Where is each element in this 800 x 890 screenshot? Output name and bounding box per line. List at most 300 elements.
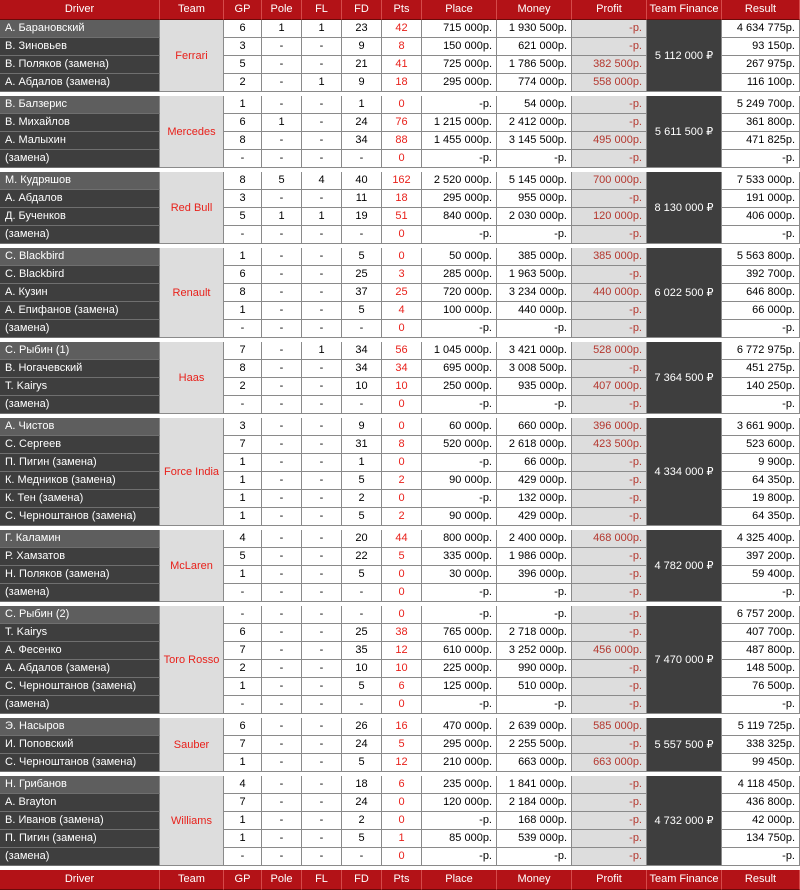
driver-name[interactable]: В. Иванов (замена) bbox=[0, 812, 160, 830]
fl-cell: - bbox=[302, 624, 342, 642]
driver-name[interactable]: Д. Бученков bbox=[0, 208, 160, 226]
fd-cell: - bbox=[342, 396, 382, 414]
team-finance-cell: 7 470 000 ₽ bbox=[647, 606, 722, 714]
footer-header-driver: Driver bbox=[0, 870, 160, 890]
header-gp: GP bbox=[224, 0, 262, 20]
pole-cell: - bbox=[262, 56, 302, 74]
team-name[interactable]: Force India bbox=[160, 418, 224, 526]
fl-cell: - bbox=[302, 38, 342, 56]
pts-cell: 6 bbox=[382, 776, 422, 794]
result-cell: 6 772 975р. bbox=[722, 342, 800, 360]
pts-cell: 4 bbox=[382, 302, 422, 320]
place-cell: 715 000р. bbox=[422, 20, 497, 38]
fl-cell: - bbox=[302, 794, 342, 812]
result-cell: 191 000р. bbox=[722, 190, 800, 208]
fl-cell: - bbox=[302, 776, 342, 794]
driver-name[interactable]: T. Kairys bbox=[0, 624, 160, 642]
pole-cell: 1 bbox=[262, 114, 302, 132]
driver-name[interactable]: В. Ногачевский bbox=[0, 360, 160, 378]
header-driver: Driver bbox=[0, 0, 160, 20]
fl-cell: - bbox=[302, 830, 342, 848]
place-cell: -р. bbox=[422, 150, 497, 168]
profit-cell: 385 000р. bbox=[572, 248, 647, 266]
place-cell: 725 000р. bbox=[422, 56, 497, 74]
fd-cell: 22 bbox=[342, 548, 382, 566]
money-cell: 440 000р. bbox=[497, 302, 572, 320]
pts-cell: 12 bbox=[382, 754, 422, 772]
result-cell: 99 450р. bbox=[722, 754, 800, 772]
place-cell: -р. bbox=[422, 848, 497, 866]
gp-cell: 4 bbox=[224, 776, 262, 794]
pole-cell: - bbox=[262, 642, 302, 660]
team-name[interactable]: McLaren bbox=[160, 530, 224, 602]
team-finance-cell: 7 364 500 ₽ bbox=[647, 342, 722, 414]
header-place: Place bbox=[422, 0, 497, 20]
gp-cell: 1 bbox=[224, 96, 262, 114]
result-cell: 646 800р. bbox=[722, 284, 800, 302]
fl-cell: - bbox=[302, 190, 342, 208]
pole-cell: - bbox=[262, 190, 302, 208]
driver-name[interactable]: В. Зиновьев bbox=[0, 38, 160, 56]
profit-cell: -р. bbox=[572, 584, 647, 602]
team-name[interactable]: Toro Rosso bbox=[160, 606, 224, 714]
fd-cell: 21 bbox=[342, 56, 382, 74]
pts-cell: 18 bbox=[382, 74, 422, 92]
gp-cell: 5 bbox=[224, 548, 262, 566]
pole-cell: - bbox=[262, 584, 302, 602]
fl-cell: - bbox=[302, 320, 342, 338]
driver-name[interactable]: П. Пигин (замена) bbox=[0, 830, 160, 848]
result-cell: 4 118 450р. bbox=[722, 776, 800, 794]
result-cell: 406 000р. bbox=[722, 208, 800, 226]
pts-cell: 0 bbox=[382, 320, 422, 338]
driver-name[interactable]: С. Blackbird bbox=[0, 266, 160, 284]
driver-name[interactable]: С. Blackbird bbox=[0, 248, 160, 266]
pts-cell: 5 bbox=[382, 736, 422, 754]
place-cell: 235 000р. bbox=[422, 776, 497, 794]
money-cell: 66 000р. bbox=[497, 454, 572, 472]
driver-name[interactable]: Г. Каламин bbox=[0, 530, 160, 548]
profit-cell: 528 000р. bbox=[572, 342, 647, 360]
money-cell: -р. bbox=[497, 320, 572, 338]
pole-cell: - bbox=[262, 150, 302, 168]
pts-cell: 0 bbox=[382, 794, 422, 812]
pole-cell: - bbox=[262, 38, 302, 56]
gp-cell: 1 bbox=[224, 472, 262, 490]
fl-cell: - bbox=[302, 56, 342, 74]
driver-name[interactable]: И. Поповский bbox=[0, 736, 160, 754]
team-finance-cell: 5 112 000 ₽ bbox=[647, 20, 722, 92]
money-cell: 385 000р. bbox=[497, 248, 572, 266]
result-cell: 5 249 700р. bbox=[722, 96, 800, 114]
result-cell: 471 825р. bbox=[722, 132, 800, 150]
driver-name[interactable]: Н. Грибанов bbox=[0, 776, 160, 794]
pole-cell: - bbox=[262, 606, 302, 624]
money-cell: -р. bbox=[497, 848, 572, 866]
money-cell: -р. bbox=[497, 696, 572, 714]
pts-cell: 44 bbox=[382, 530, 422, 548]
result-cell: 4 634 775р. bbox=[722, 20, 800, 38]
fl-cell: - bbox=[302, 678, 342, 696]
result-cell: 3 661 900р. bbox=[722, 418, 800, 436]
header-pts: Pts bbox=[382, 0, 422, 20]
place-cell: -р. bbox=[422, 490, 497, 508]
pole-cell: - bbox=[262, 624, 302, 642]
gp-cell: 7 bbox=[224, 436, 262, 454]
fd-cell: 5 bbox=[342, 472, 382, 490]
fl-cell: - bbox=[302, 114, 342, 132]
money-cell: 2 400 000р. bbox=[497, 530, 572, 548]
driver-name[interactable]: А. Brayton bbox=[0, 794, 160, 812]
gp-cell: - bbox=[224, 606, 262, 624]
place-cell: 285 000р. bbox=[422, 266, 497, 284]
pts-cell: 1 bbox=[382, 830, 422, 848]
fl-cell: - bbox=[302, 302, 342, 320]
profit-cell: 585 000р. bbox=[572, 718, 647, 736]
profit-cell: -р. bbox=[572, 360, 647, 378]
pts-cell: 56 bbox=[382, 342, 422, 360]
driver-name[interactable]: К. Тен (замена) bbox=[0, 490, 160, 508]
pts-cell: 12 bbox=[382, 642, 422, 660]
team-finance-cell: 8 130 000 ₽ bbox=[647, 172, 722, 244]
fl-cell: - bbox=[302, 132, 342, 150]
driver-name[interactable]: (замена) bbox=[0, 226, 160, 244]
fl-cell: - bbox=[302, 584, 342, 602]
fl-cell: - bbox=[302, 396, 342, 414]
driver-name[interactable]: (замена) bbox=[0, 584, 160, 602]
gp-cell: 6 bbox=[224, 266, 262, 284]
driver-name[interactable]: А. Барановский bbox=[0, 20, 160, 38]
money-cell: 5 145 000р. bbox=[497, 172, 572, 190]
profit-cell: -р. bbox=[572, 794, 647, 812]
driver-name[interactable]: Р. Хамзатов bbox=[0, 548, 160, 566]
pts-cell: 25 bbox=[382, 284, 422, 302]
fd-cell: 5 bbox=[342, 566, 382, 584]
place-cell: 1 455 000р. bbox=[422, 132, 497, 150]
driver-name[interactable]: С. Черноштанов (замена) bbox=[0, 508, 160, 526]
money-cell: 2 255 500р. bbox=[497, 736, 572, 754]
place-cell: 150 000р. bbox=[422, 38, 497, 56]
pts-cell: 0 bbox=[382, 490, 422, 508]
result-cell: -р. bbox=[722, 320, 800, 338]
pts-cell: 41 bbox=[382, 56, 422, 74]
pole-cell: - bbox=[262, 284, 302, 302]
driver-name[interactable]: А. Кузин bbox=[0, 284, 160, 302]
gp-cell: 1 bbox=[224, 566, 262, 584]
result-cell: 4 325 400р. bbox=[722, 530, 800, 548]
fd-cell: 26 bbox=[342, 718, 382, 736]
pole-cell: - bbox=[262, 378, 302, 396]
result-cell: 523 600р. bbox=[722, 436, 800, 454]
driver-name[interactable]: С. Рыбин (1) bbox=[0, 342, 160, 360]
driver-name[interactable]: (замена) bbox=[0, 696, 160, 714]
profit-cell: -р. bbox=[572, 266, 647, 284]
result-cell: 5 119 725р. bbox=[722, 718, 800, 736]
fd-cell: 40 bbox=[342, 172, 382, 190]
fd-cell: 24 bbox=[342, 736, 382, 754]
team-finance-cell: 5 611 500 ₽ bbox=[647, 96, 722, 168]
gp-cell: 3 bbox=[224, 38, 262, 56]
fl-cell: - bbox=[302, 696, 342, 714]
pole-cell: - bbox=[262, 848, 302, 866]
gp-cell: 1 bbox=[224, 490, 262, 508]
result-cell: -р. bbox=[722, 848, 800, 866]
place-cell: 295 000р. bbox=[422, 190, 497, 208]
fl-cell: - bbox=[302, 530, 342, 548]
fd-cell: 2 bbox=[342, 490, 382, 508]
driver-name[interactable]: А. Абдалов bbox=[0, 190, 160, 208]
driver-name[interactable]: С. Сергеев bbox=[0, 436, 160, 454]
profit-cell: -р. bbox=[572, 812, 647, 830]
driver-name[interactable]: T. Kairys bbox=[0, 378, 160, 396]
pts-cell: 34 bbox=[382, 360, 422, 378]
result-cell: 116 100р. bbox=[722, 74, 800, 92]
fd-cell: 5 bbox=[342, 302, 382, 320]
profit-cell: -р. bbox=[572, 606, 647, 624]
place-cell: 1 215 000р. bbox=[422, 114, 497, 132]
fl-cell: - bbox=[302, 150, 342, 168]
money-cell: -р. bbox=[497, 606, 572, 624]
gp-cell: 1 bbox=[224, 454, 262, 472]
gp-cell: 2 bbox=[224, 74, 262, 92]
fd-cell: 5 bbox=[342, 678, 382, 696]
gp-cell: 3 bbox=[224, 190, 262, 208]
pole-cell: - bbox=[262, 660, 302, 678]
fd-cell: 34 bbox=[342, 342, 382, 360]
pole-cell: 1 bbox=[262, 208, 302, 226]
driver-name[interactable]: А. Малыхин bbox=[0, 132, 160, 150]
driver-name[interactable]: А. Чистов bbox=[0, 418, 160, 436]
profit-cell: 382 500р. bbox=[572, 56, 647, 74]
pole-cell: - bbox=[262, 418, 302, 436]
profit-cell: 440 000р. bbox=[572, 284, 647, 302]
driver-name[interactable]: (замена) bbox=[0, 150, 160, 168]
place-cell: 120 000р. bbox=[422, 794, 497, 812]
profit-cell: 396 000р. bbox=[572, 418, 647, 436]
driver-name[interactable]: А. Абдалов (замена) bbox=[0, 660, 160, 678]
result-cell: 134 750р. bbox=[722, 830, 800, 848]
driver-name[interactable]: П. Пигин (замена) bbox=[0, 454, 160, 472]
team-name[interactable]: Red Bull bbox=[160, 172, 224, 244]
driver-name[interactable]: В. Поляков (замена) bbox=[0, 56, 160, 74]
gp-cell: 1 bbox=[224, 830, 262, 848]
result-cell: 267 975р. bbox=[722, 56, 800, 74]
gp-cell: 1 bbox=[224, 248, 262, 266]
money-cell: 539 000р. bbox=[497, 830, 572, 848]
driver-name[interactable]: (замена) bbox=[0, 320, 160, 338]
team-name[interactable]: Renault bbox=[160, 248, 224, 338]
profit-cell: 423 500р. bbox=[572, 436, 647, 454]
pts-cell: 162 bbox=[382, 172, 422, 190]
result-cell: 66 000р. bbox=[722, 302, 800, 320]
pole-cell: - bbox=[262, 266, 302, 284]
fl-cell: - bbox=[302, 472, 342, 490]
footer-header-team: Team bbox=[160, 870, 224, 890]
place-cell: 250 000р. bbox=[422, 378, 497, 396]
result-cell: -р. bbox=[722, 396, 800, 414]
profit-cell: -р. bbox=[572, 302, 647, 320]
result-cell: 9 900р. bbox=[722, 454, 800, 472]
profit-cell: 663 000р. bbox=[572, 754, 647, 772]
gp-cell: 1 bbox=[224, 508, 262, 526]
gp-cell: 5 bbox=[224, 56, 262, 74]
pts-cell: 76 bbox=[382, 114, 422, 132]
result-cell: -р. bbox=[722, 584, 800, 602]
driver-name[interactable]: В. Балзерис bbox=[0, 96, 160, 114]
team-name[interactable]: Haas bbox=[160, 342, 224, 414]
footer-header-money: Money bbox=[497, 870, 572, 890]
pole-cell: - bbox=[262, 248, 302, 266]
pole-cell: - bbox=[262, 96, 302, 114]
footer-header-pts: Pts bbox=[382, 870, 422, 890]
profit-cell: -р. bbox=[572, 830, 647, 848]
team-name[interactable]: Williams bbox=[160, 776, 224, 866]
fl-cell: - bbox=[302, 436, 342, 454]
fl-cell: - bbox=[302, 266, 342, 284]
pole-cell: - bbox=[262, 678, 302, 696]
fl-cell: 1 bbox=[302, 20, 342, 38]
footer-header-team-finance: Team Finance bbox=[647, 870, 722, 890]
header-fd: FD bbox=[342, 0, 382, 20]
gp-cell: - bbox=[224, 226, 262, 244]
result-cell: 361 800р. bbox=[722, 114, 800, 132]
pole-cell: - bbox=[262, 508, 302, 526]
gp-cell: 8 bbox=[224, 284, 262, 302]
driver-name[interactable]: С. Рыбин (2) bbox=[0, 606, 160, 624]
money-cell: 168 000р. bbox=[497, 812, 572, 830]
fd-cell: 25 bbox=[342, 266, 382, 284]
place-cell: 225 000р. bbox=[422, 660, 497, 678]
pts-cell: 18 bbox=[382, 190, 422, 208]
pole-cell: - bbox=[262, 226, 302, 244]
result-cell: 42 000р. bbox=[722, 812, 800, 830]
fl-cell: - bbox=[302, 248, 342, 266]
gp-cell: 6 bbox=[224, 624, 262, 642]
driver-name[interactable]: А. Фесенко bbox=[0, 642, 160, 660]
result-cell: 76 500р. bbox=[722, 678, 800, 696]
result-cell: 148 500р. bbox=[722, 660, 800, 678]
fd-cell: 19 bbox=[342, 208, 382, 226]
place-cell: 520 000р. bbox=[422, 436, 497, 454]
footer-header-place: Place bbox=[422, 870, 497, 890]
pole-cell: - bbox=[262, 360, 302, 378]
money-cell: 54 000р. bbox=[497, 96, 572, 114]
place-cell: 610 000р. bbox=[422, 642, 497, 660]
team-name[interactable]: Mercedes bbox=[160, 96, 224, 168]
fd-cell: 24 bbox=[342, 794, 382, 812]
fd-cell: 35 bbox=[342, 642, 382, 660]
pts-cell: 0 bbox=[382, 566, 422, 584]
team-name[interactable]: Sauber bbox=[160, 718, 224, 772]
money-cell: 3 421 000р. bbox=[497, 342, 572, 360]
fl-cell: - bbox=[302, 96, 342, 114]
fl-cell: - bbox=[302, 508, 342, 526]
driver-name[interactable]: С. Черноштанов (замена) bbox=[0, 678, 160, 696]
gp-cell: 7 bbox=[224, 642, 262, 660]
driver-name[interactable]: В. Михайлов bbox=[0, 114, 160, 132]
result-cell: -р. bbox=[722, 150, 800, 168]
result-cell: 19 800р. bbox=[722, 490, 800, 508]
fd-cell: - bbox=[342, 696, 382, 714]
team-finance-cell: 5 557 500 ₽ bbox=[647, 718, 722, 772]
place-cell: 100 000р. bbox=[422, 302, 497, 320]
driver-name[interactable]: Н. Поляков (замена) bbox=[0, 566, 160, 584]
fd-cell: 5 bbox=[342, 754, 382, 772]
driver-name[interactable]: А. Епифанов (замена) bbox=[0, 302, 160, 320]
driver-name[interactable]: (замена) bbox=[0, 396, 160, 414]
gp-cell: - bbox=[224, 150, 262, 168]
money-cell: 3 145 500р. bbox=[497, 132, 572, 150]
fd-cell: 2 bbox=[342, 812, 382, 830]
place-cell: -р. bbox=[422, 96, 497, 114]
driver-name[interactable]: (замена) bbox=[0, 848, 160, 866]
gp-cell: 2 bbox=[224, 660, 262, 678]
place-cell: 85 000р. bbox=[422, 830, 497, 848]
money-cell: 1 963 500р. bbox=[497, 266, 572, 284]
gp-cell: 5 bbox=[224, 208, 262, 226]
fd-cell: 9 bbox=[342, 418, 382, 436]
place-cell: 470 000р. bbox=[422, 718, 497, 736]
result-cell: 7 533 000р. bbox=[722, 172, 800, 190]
fl-cell: - bbox=[302, 490, 342, 508]
pts-cell: 0 bbox=[382, 454, 422, 472]
money-cell: 660 000р. bbox=[497, 418, 572, 436]
place-cell: 90 000р. bbox=[422, 472, 497, 490]
pts-cell: 0 bbox=[382, 96, 422, 114]
pole-cell: - bbox=[262, 696, 302, 714]
footer-header-profit: Profit bbox=[572, 870, 647, 890]
place-cell: -р. bbox=[422, 606, 497, 624]
fl-cell: - bbox=[302, 642, 342, 660]
team-name[interactable]: Ferrari bbox=[160, 20, 224, 92]
driver-name[interactable]: К. Медников (замена) bbox=[0, 472, 160, 490]
place-cell: 125 000р. bbox=[422, 678, 497, 696]
profit-cell: -р. bbox=[572, 472, 647, 490]
money-cell: 429 000р. bbox=[497, 508, 572, 526]
pts-cell: 0 bbox=[382, 226, 422, 244]
result-cell: 338 325р. bbox=[722, 736, 800, 754]
profit-cell: -р. bbox=[572, 566, 647, 584]
result-cell: 451 275р. bbox=[722, 360, 800, 378]
pts-cell: 0 bbox=[382, 848, 422, 866]
driver-name[interactable]: С. Черноштанов (замена) bbox=[0, 754, 160, 772]
money-cell: 2 030 000р. bbox=[497, 208, 572, 226]
result-cell: 59 400р. bbox=[722, 566, 800, 584]
fl-cell: - bbox=[302, 360, 342, 378]
fd-cell: 31 bbox=[342, 436, 382, 454]
money-cell: 510 000р. bbox=[497, 678, 572, 696]
driver-name[interactable]: М. Кудряшов bbox=[0, 172, 160, 190]
profit-cell: 120 000р. bbox=[572, 208, 647, 226]
team-finance-cell: 4 782 000 ₽ bbox=[647, 530, 722, 602]
gp-cell: 1 bbox=[224, 302, 262, 320]
driver-name[interactable]: А. Абдалов (замена) bbox=[0, 74, 160, 92]
money-cell: -р. bbox=[497, 396, 572, 414]
driver-name[interactable]: Э. Насыров bbox=[0, 718, 160, 736]
fd-cell: 18 bbox=[342, 776, 382, 794]
profit-cell: -р. bbox=[572, 114, 647, 132]
profit-cell: -р. bbox=[572, 320, 647, 338]
gp-cell: 1 bbox=[224, 812, 262, 830]
gp-cell: 8 bbox=[224, 360, 262, 378]
pole-cell: - bbox=[262, 132, 302, 150]
money-cell: 663 000р. bbox=[497, 754, 572, 772]
result-cell: 392 700р. bbox=[722, 266, 800, 284]
money-cell: 935 000р. bbox=[497, 378, 572, 396]
gp-cell: 1 bbox=[224, 754, 262, 772]
pole-cell: - bbox=[262, 342, 302, 360]
fl-cell: - bbox=[302, 606, 342, 624]
